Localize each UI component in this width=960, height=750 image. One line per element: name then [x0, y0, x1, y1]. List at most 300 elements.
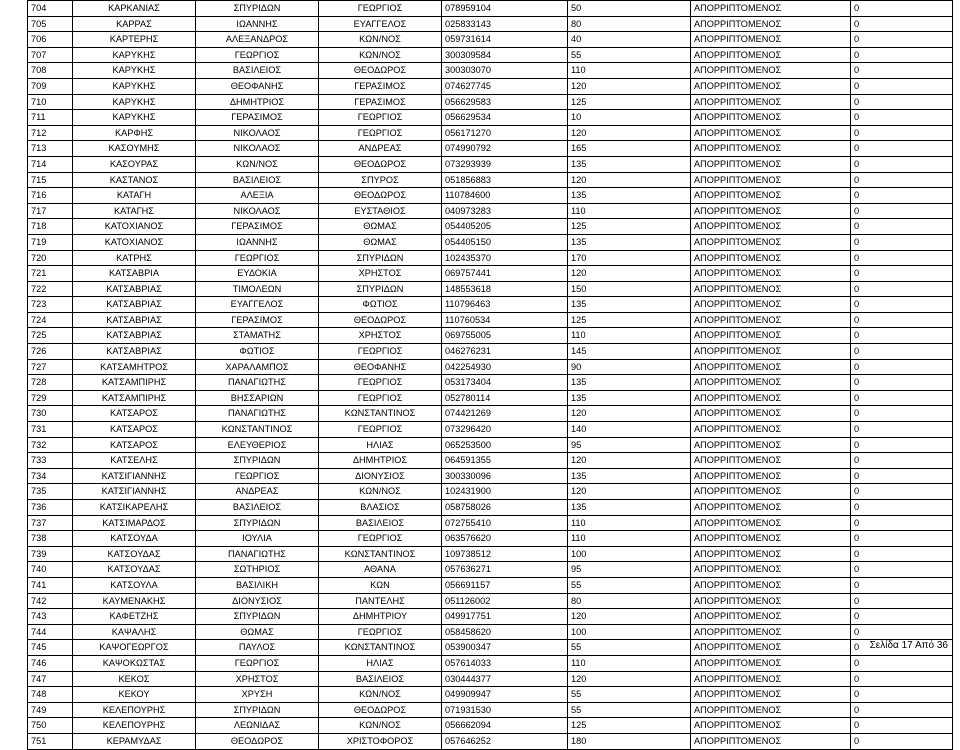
father-name-cell: ΦΩΤΙΟΣ	[319, 297, 442, 313]
status-cell: ΑΠΟΡΡΙΠΤΟΜΕΝΟΣ	[691, 47, 851, 63]
row-number-cell: 728	[28, 375, 73, 391]
status-cell: ΑΠΟΡΡΙΠΤΟΜΕΝΟΣ	[691, 219, 851, 235]
result-value-cell: 0	[851, 406, 953, 422]
result-value-cell: 0	[851, 219, 953, 235]
result-value-cell: 0	[851, 390, 953, 406]
status-cell: ΑΠΟΡΡΙΠΤΟΜΕΝΟΣ	[691, 671, 851, 687]
row-number-cell: 707	[28, 47, 73, 63]
row-number-cell: 749	[28, 702, 73, 718]
result-value-cell: 0	[851, 593, 953, 609]
id-number-cell: 073293939	[442, 156, 568, 172]
score-cell: 125	[568, 312, 691, 328]
row-number-cell: 743	[28, 609, 73, 625]
first-name-cell: ΑΛΕΞΑΝΔΡΟΣ	[196, 32, 319, 48]
row-number-cell: 741	[28, 577, 73, 593]
result-value-cell: 0	[851, 718, 953, 734]
score-cell: 120	[568, 484, 691, 500]
first-name-cell: ΒΑΣΙΛΕΙΟΣ	[196, 500, 319, 516]
result-value-cell: 0	[851, 188, 953, 204]
father-name-cell: ΚΩΝ/ΝΟΣ	[319, 687, 442, 703]
score-cell: 135	[568, 500, 691, 516]
surname-cell: ΚΑΤΣΑΜΗΤΡΟΣ	[73, 359, 196, 375]
row-number-cell: 708	[28, 63, 73, 79]
surname-cell: ΚΑΤΣΙΓΙΑΝΝΗΣ	[73, 484, 196, 500]
row-number-cell: 722	[28, 281, 73, 297]
first-name-cell: ΒΑΣΙΛΕΙΟΣ	[196, 172, 319, 188]
table-row	[28, 110, 953, 126]
result-value-cell: 0	[851, 110, 953, 126]
first-name-cell: ΠΑΝΑΓΙΩΤΗΣ	[196, 546, 319, 562]
id-number-cell: 300309584	[442, 47, 568, 63]
table-row	[28, 234, 953, 250]
father-name-cell: ΣΠΥΡΙΔΩΝ	[319, 250, 442, 266]
score-cell: 55	[568, 47, 691, 63]
first-name-cell: ΓΕΩΡΓΙΟΣ	[196, 468, 319, 484]
result-value-cell: 0	[851, 16, 953, 32]
id-number-cell: 110784600	[442, 188, 568, 204]
father-name-cell: ΘΕΟΔΩΡΟΣ	[319, 63, 442, 79]
row-number-cell: 712	[28, 125, 73, 141]
table-row	[28, 390, 953, 406]
score-cell: 135	[568, 234, 691, 250]
table-row	[28, 344, 953, 360]
father-name-cell: ΚΩΝΣΤΑΝΤΙΝΟΣ	[319, 406, 442, 422]
row-number-cell: 723	[28, 297, 73, 313]
id-number-cell: 074627745	[442, 78, 568, 94]
status-cell: ΑΠΟΡΡΙΠΤΟΜΕΝΟΣ	[691, 94, 851, 110]
first-name-cell: ΠΑΝΑΓΙΩΤΗΣ	[196, 406, 319, 422]
table-row	[28, 219, 953, 235]
first-name-cell: ΑΛΕΞΙΑ	[196, 188, 319, 204]
row-number-cell: 715	[28, 172, 73, 188]
first-name-cell: ΚΩΝ/ΝΟΣ	[196, 156, 319, 172]
result-value-cell: 0	[851, 640, 953, 656]
first-name-cell: ΓΕΩΡΓΙΟΣ	[196, 655, 319, 671]
result-value-cell: 0	[851, 375, 953, 391]
first-name-cell: ΠΑΥΛΟΣ	[196, 640, 319, 656]
result-value-cell: 0	[851, 484, 953, 500]
result-value-cell: 0	[851, 546, 953, 562]
father-name-cell: ΓΕΩΡΓΙΟΣ	[319, 1, 442, 17]
father-name-cell: ΗΛΙΑΣ	[319, 437, 442, 453]
surname-cell: ΚΕΛΕΠΟΥΡΗΣ	[73, 718, 196, 734]
father-name-cell: ΘΩΜΑΣ	[319, 234, 442, 250]
score-cell: 170	[568, 250, 691, 266]
result-value-cell: 0	[851, 702, 953, 718]
father-name-cell: ΘΕΟΦΑΝΗΣ	[319, 359, 442, 375]
status-cell: ΑΠΟΡΡΙΠΤΟΜΕΝΟΣ	[691, 500, 851, 516]
father-name-cell: ΘΕΟΔΩΡΟΣ	[319, 312, 442, 328]
table-row	[28, 312, 953, 328]
surname-cell: ΚΑΤΡΗΣ	[73, 250, 196, 266]
table-body	[28, 1, 953, 750]
status-cell: ΑΠΟΡΡΙΠΤΟΜΕΝΟΣ	[691, 484, 851, 500]
table-row	[28, 453, 953, 469]
first-name-cell: ΒΑΣΙΛΕΙΟΣ	[196, 63, 319, 79]
first-name-cell: ΔΗΜΗΤΡΙΟΣ	[196, 94, 319, 110]
status-cell: ΑΠΟΡΡΙΠΤΟΜΕΝΟΣ	[691, 78, 851, 94]
score-cell: 125	[568, 94, 691, 110]
table-row	[28, 500, 953, 516]
row-number-cell: 751	[28, 733, 73, 749]
score-cell: 110	[568, 531, 691, 547]
first-name-cell: ΙΩΑΝΝΗΣ	[196, 234, 319, 250]
score-cell: 90	[568, 359, 691, 375]
id-number-cell: 051126002	[442, 593, 568, 609]
id-number-cell: 110796463	[442, 297, 568, 313]
father-name-cell: ΔΗΜΗΤΡΙΟΣ	[319, 453, 442, 469]
surname-cell: ΚΑΤΣΑΒΡΙΑΣ	[73, 281, 196, 297]
score-cell: 55	[568, 577, 691, 593]
table-row	[28, 156, 953, 172]
id-number-cell: 056171270	[442, 125, 568, 141]
id-number-cell: 071931530	[442, 702, 568, 718]
score-cell: 120	[568, 172, 691, 188]
father-name-cell: ΚΩΝ/ΝΟΣ	[319, 47, 442, 63]
row-number-cell: 706	[28, 32, 73, 48]
table-row	[28, 609, 953, 625]
father-name-cell: ΠΑΝΤΕΛΗΣ	[319, 593, 442, 609]
id-number-cell: 148553618	[442, 281, 568, 297]
first-name-cell: ΒΑΣΙΛΙΚΗ	[196, 577, 319, 593]
table-row	[28, 437, 953, 453]
surname-cell: ΚΑΡΥΚΗΣ	[73, 63, 196, 79]
surname-cell: ΚΑΤΣΕΛΗΣ	[73, 453, 196, 469]
id-number-cell: 069757441	[442, 266, 568, 282]
table-row	[28, 281, 953, 297]
surname-cell: ΚΑΤΣΑΡΟΣ	[73, 437, 196, 453]
status-cell: ΑΠΟΡΡΙΠΤΟΜΕΝΟΣ	[691, 32, 851, 48]
father-name-cell: ΑΝΔΡΕΑΣ	[319, 141, 442, 157]
father-name-cell: ΒΛΑΣΙΟΣ	[319, 500, 442, 516]
surname-cell: ΚΑΨΑΛΗΣ	[73, 624, 196, 640]
row-number-cell: 748	[28, 687, 73, 703]
table-row	[28, 78, 953, 94]
father-name-cell: ΚΩΝΣΤΑΝΤΙΝΟΣ	[319, 546, 442, 562]
surname-cell: ΚΕΛΕΠΟΥΡΗΣ	[73, 702, 196, 718]
id-number-cell: 300303070	[442, 63, 568, 79]
father-name-cell: ΚΩΝ/ΝΟΣ	[319, 484, 442, 500]
surname-cell: ΚΑΤΣΑΒΡΙΑΣ	[73, 312, 196, 328]
result-value-cell: 0	[851, 250, 953, 266]
surname-cell: ΚΑΤΣΟΥΔΑΣ	[73, 546, 196, 562]
father-name-cell: ΓΕΩΡΓΙΟΣ	[319, 422, 442, 438]
row-number-cell: 713	[28, 141, 73, 157]
father-name-cell: ΘΩΜΑΣ	[319, 219, 442, 235]
status-cell: ΑΠΟΡΡΙΠΤΟΜΕΝΟΣ	[691, 16, 851, 32]
status-cell: ΑΠΟΡΡΙΠΤΟΜΕΝΟΣ	[691, 702, 851, 718]
row-number-cell: 735	[28, 484, 73, 500]
result-value-cell: 0	[851, 531, 953, 547]
status-cell: ΑΠΟΡΡΙΠΤΟΜΕΝΟΣ	[691, 266, 851, 282]
first-name-cell: ΓΕΡΑΣΙΜΟΣ	[196, 110, 319, 126]
result-value-cell: 0	[851, 671, 953, 687]
id-number-cell: 057636271	[442, 562, 568, 578]
score-cell: 80	[568, 593, 691, 609]
table-row	[28, 593, 953, 609]
score-cell: 135	[568, 390, 691, 406]
row-number-cell: 720	[28, 250, 73, 266]
score-cell: 165	[568, 141, 691, 157]
id-number-cell: 053173404	[442, 375, 568, 391]
surname-cell: ΚΕΚΟΣ	[73, 671, 196, 687]
surname-cell: ΚΑΡΥΚΗΣ	[73, 78, 196, 94]
row-number-cell: 742	[28, 593, 73, 609]
id-number-cell: 053900347	[442, 640, 568, 656]
row-number-cell: 727	[28, 359, 73, 375]
surname-cell: ΚΑΤΣΙΚΑΡΕΛΗΣ	[73, 500, 196, 516]
score-cell: 145	[568, 344, 691, 360]
status-cell: ΑΠΟΡΡΙΠΤΟΜΕΝΟΣ	[691, 718, 851, 734]
row-number-cell: 739	[28, 546, 73, 562]
table-row	[28, 640, 953, 656]
score-cell: 55	[568, 702, 691, 718]
status-cell: ΑΠΟΡΡΙΠΤΟΜΕΝΟΣ	[691, 250, 851, 266]
score-cell: 100	[568, 624, 691, 640]
father-name-cell: ΓΕΩΡΓΙΟΣ	[319, 624, 442, 640]
father-name-cell: ΧΡΗΣΤΟΣ	[319, 266, 442, 282]
first-name-cell: ΘΩΜΑΣ	[196, 624, 319, 640]
result-value-cell: 0	[851, 344, 953, 360]
father-name-cell: ΓΕΩΡΓΙΟΣ	[319, 125, 442, 141]
row-number-cell: 733	[28, 453, 73, 469]
table-row	[28, 125, 953, 141]
first-name-cell: ΙΩΑΝΝΗΣ	[196, 16, 319, 32]
surname-cell: ΚΑΡΥΚΗΣ	[73, 94, 196, 110]
result-value-cell: 0	[851, 422, 953, 438]
score-cell: 10	[568, 110, 691, 126]
status-cell: ΑΠΟΡΡΙΠΤΟΜΕΝΟΣ	[691, 234, 851, 250]
surname-cell: ΚΑΤΣΑΜΠΙΡΗΣ	[73, 390, 196, 406]
first-name-cell: ΤΙΜΟΛΕΩΝ	[196, 281, 319, 297]
father-name-cell: ΧΡΙΣΤΟΦΟΡΟΣ	[319, 733, 442, 749]
table-row	[28, 141, 953, 157]
score-cell: 50	[568, 1, 691, 17]
status-cell: ΑΠΟΡΡΙΠΤΟΜΕΝΟΣ	[691, 281, 851, 297]
status-cell: ΑΠΟΡΡΙΠΤΟΜΕΝΟΣ	[691, 1, 851, 17]
first-name-cell: ΣΠΥΡΙΔΩΝ	[196, 515, 319, 531]
row-number-cell: 714	[28, 156, 73, 172]
status-cell: ΑΠΟΡΡΙΠΤΟΜΕΝΟΣ	[691, 640, 851, 656]
table-row	[28, 375, 953, 391]
id-number-cell: 102435370	[442, 250, 568, 266]
score-cell: 100	[568, 546, 691, 562]
table-row	[28, 63, 953, 79]
table-row	[28, 422, 953, 438]
result-value-cell: 0	[851, 733, 953, 749]
table-row	[28, 733, 953, 749]
table-row	[28, 250, 953, 266]
row-number-cell: 726	[28, 344, 73, 360]
first-name-cell: ΙΟΥΛΙΑ	[196, 531, 319, 547]
id-number-cell: 063576620	[442, 531, 568, 547]
id-number-cell: 078959104	[442, 1, 568, 17]
father-name-cell: ΒΑΣΙΛΕΙΟΣ	[319, 671, 442, 687]
surname-cell: ΚΑΡΚΑΝΙΑΣ	[73, 1, 196, 17]
surname-cell: ΚΑΤΣΑΡΟΣ	[73, 406, 196, 422]
id-number-cell: 040973283	[442, 203, 568, 219]
first-name-cell: ΓΕΩΡΓΙΟΣ	[196, 250, 319, 266]
score-cell: 110	[568, 328, 691, 344]
status-cell: ΑΠΟΡΡΙΠΤΟΜΕΝΟΣ	[691, 406, 851, 422]
result-value-cell: 0	[851, 359, 953, 375]
table-row	[28, 562, 953, 578]
result-value-cell: 0	[851, 577, 953, 593]
result-value-cell: 0	[851, 172, 953, 188]
row-number-cell: 725	[28, 328, 73, 344]
father-name-cell: ΚΩΝ/ΝΟΣ	[319, 32, 442, 48]
father-name-cell: ΓΕΩΡΓΙΟΣ	[319, 390, 442, 406]
surname-cell: ΚΑΤΣΙΜΑΡΔΟΣ	[73, 515, 196, 531]
table-row	[28, 687, 953, 703]
status-cell: ΑΠΟΡΡΙΠΤΟΜΕΝΟΣ	[691, 375, 851, 391]
id-number-cell: 057646252	[442, 733, 568, 749]
status-cell: ΑΠΟΡΡΙΠΤΟΜΕΝΟΣ	[691, 577, 851, 593]
status-cell: ΑΠΟΡΡΙΠΤΟΜΕΝΟΣ	[691, 359, 851, 375]
status-cell: ΑΠΟΡΡΙΠΤΟΜΕΝΟΣ	[691, 125, 851, 141]
id-number-cell: 110760534	[442, 312, 568, 328]
surname-cell: ΚΑΨΟΓΕΩΡΓΟΣ	[73, 640, 196, 656]
first-name-cell: ΑΝΔΡΕΑΣ	[196, 484, 319, 500]
table-row	[28, 47, 953, 63]
result-value-cell: 0	[851, 609, 953, 625]
id-number-cell: 051856883	[442, 172, 568, 188]
status-cell: ΑΠΟΡΡΙΠΤΟΜΕΝΟΣ	[691, 141, 851, 157]
surname-cell: ΚΑΤΣΑΒΡΙΑΣ	[73, 344, 196, 360]
row-number-cell: 737	[28, 515, 73, 531]
first-name-cell: ΛΕΩΝΙΔΑΣ	[196, 718, 319, 734]
status-cell: ΑΠΟΡΡΙΠΤΟΜΕΝΟΣ	[691, 562, 851, 578]
father-name-cell: ΘΕΟΔΩΡΟΣ	[319, 702, 442, 718]
status-cell: ΑΠΟΡΡΙΠΤΟΜΕΝΟΣ	[691, 172, 851, 188]
table-row	[28, 655, 953, 671]
father-name-cell: ΔΗΜΗΤΡΙΟΥ	[319, 609, 442, 625]
surname-cell: ΚΑΤΣΑΡΟΣ	[73, 422, 196, 438]
table-row	[28, 359, 953, 375]
row-number-cell: 717	[28, 203, 73, 219]
surname-cell: ΚΑΤΣΑΒΡΙΑΣ	[73, 297, 196, 313]
score-cell: 55	[568, 640, 691, 656]
surname-cell: ΚΑΤΣΟΥΔΑΣ	[73, 562, 196, 578]
table-row	[28, 515, 953, 531]
score-cell: 110	[568, 63, 691, 79]
result-value-cell: 0	[851, 125, 953, 141]
id-number-cell: 065253500	[442, 437, 568, 453]
table-row	[28, 671, 953, 687]
result-value-cell: 0	[851, 234, 953, 250]
surname-cell: ΚΕΚΟΥ	[73, 687, 196, 703]
table-row	[28, 484, 953, 500]
father-name-cell: ΓΕΩΡΓΙΟΣ	[319, 110, 442, 126]
id-number-cell: 072755410	[442, 515, 568, 531]
first-name-cell: ΕΥΔΟΚΙΑ	[196, 266, 319, 282]
status-cell: ΑΠΟΡΡΙΠΤΟΜΕΝΟΣ	[691, 624, 851, 640]
status-cell: ΑΠΟΡΡΙΠΤΟΜΕΝΟΣ	[691, 390, 851, 406]
first-name-cell: ΣΠΥΡΙΔΩΝ	[196, 453, 319, 469]
row-number-cell: 746	[28, 655, 73, 671]
id-number-cell: 042254930	[442, 359, 568, 375]
first-name-cell: ΒΗΣΣΑΡΙΩΝ	[196, 390, 319, 406]
result-value-cell: 0	[851, 78, 953, 94]
father-name-cell: ΑΘΑΝΑ	[319, 562, 442, 578]
surname-cell: ΚΕΡΑΜΥΔΑΣ	[73, 733, 196, 749]
score-cell: 120	[568, 266, 691, 282]
id-number-cell: 049909947	[442, 687, 568, 703]
table-row	[28, 577, 953, 593]
id-number-cell: 056662094	[442, 718, 568, 734]
score-cell: 110	[568, 203, 691, 219]
status-cell: ΑΠΟΡΡΙΠΤΟΜΕΝΟΣ	[691, 110, 851, 126]
score-cell: 180	[568, 733, 691, 749]
page-number: Σελίδα 17 Από 36	[869, 640, 948, 651]
table-row	[28, 702, 953, 718]
father-name-cell: ΓΕΩΡΓΙΟΣ	[319, 375, 442, 391]
result-value-cell: 0	[851, 562, 953, 578]
surname-cell: ΚΑΣΟΥΜΗΣ	[73, 141, 196, 157]
first-name-cell: ΝΙΚΟΛΑΟΣ	[196, 203, 319, 219]
result-value-cell: 0	[851, 515, 953, 531]
surname-cell: ΚΑΤΣΑΒΡΙΑ	[73, 266, 196, 282]
table-row	[28, 188, 953, 204]
first-name-cell: ΝΙΚΟΛΑΟΣ	[196, 125, 319, 141]
first-name-cell: ΘΕΟΦΑΝΗΣ	[196, 78, 319, 94]
surname-cell: ΚΑΤΣΑΒΡΙΑΣ	[73, 328, 196, 344]
father-name-cell: ΣΠΥΡΙΔΩΝ	[319, 281, 442, 297]
id-number-cell: 109738512	[442, 546, 568, 562]
table-row	[28, 297, 953, 313]
table-row	[28, 468, 953, 484]
status-cell: ΑΠΟΡΡΙΠΤΟΜΕΝΟΣ	[691, 328, 851, 344]
score-cell: 120	[568, 125, 691, 141]
first-name-cell: ΕΛΕΥΘΕΡΙΟΣ	[196, 437, 319, 453]
score-cell: 150	[568, 281, 691, 297]
table-row	[28, 718, 953, 734]
id-number-cell: 056629583	[442, 94, 568, 110]
first-name-cell: ΦΩΤΙΟΣ	[196, 344, 319, 360]
id-number-cell: 056691157	[442, 577, 568, 593]
table-row	[28, 406, 953, 422]
first-name-cell: ΘΕΟΔΩΡΟΣ	[196, 733, 319, 749]
table-row	[28, 16, 953, 32]
father-name-cell: ΚΩΝ/ΝΟΣ	[319, 718, 442, 734]
first-name-cell: ΣΩΤΗΡΙΟΣ	[196, 562, 319, 578]
row-number-cell: 744	[28, 624, 73, 640]
score-cell: 95	[568, 437, 691, 453]
status-cell: ΑΠΟΡΡΙΠΤΟΜΕΝΟΣ	[691, 515, 851, 531]
score-cell: 55	[568, 687, 691, 703]
status-cell: ΑΠΟΡΡΙΠΤΟΜΕΝΟΣ	[691, 203, 851, 219]
surname-cell: ΚΑΦΕΤΖΗΣ	[73, 609, 196, 625]
row-number-cell: 716	[28, 188, 73, 204]
first-name-cell: ΝΙΚΟΛΑΟΣ	[196, 141, 319, 157]
id-number-cell: 074990792	[442, 141, 568, 157]
id-number-cell: 064591355	[442, 453, 568, 469]
id-number-cell: 057614033	[442, 655, 568, 671]
table-row	[28, 203, 953, 219]
row-number-cell: 730	[28, 406, 73, 422]
result-value-cell: 0	[851, 266, 953, 282]
score-cell: 135	[568, 375, 691, 391]
first-name-cell: ΧΡΗΣΤΟΣ	[196, 671, 319, 687]
result-value-cell: 0	[851, 468, 953, 484]
result-value-cell: 0	[851, 437, 953, 453]
status-cell: ΑΠΟΡΡΙΠΤΟΜΕΝΟΣ	[691, 453, 851, 469]
id-number-cell: 059731614	[442, 32, 568, 48]
status-cell: ΑΠΟΡΡΙΠΤΟΜΕΝΟΣ	[691, 297, 851, 313]
row-number-cell: 719	[28, 234, 73, 250]
surname-cell: ΚΑΤΣΟΥΔΑ	[73, 531, 196, 547]
status-cell: ΑΠΟΡΡΙΠΤΟΜΕΝΟΣ	[691, 687, 851, 703]
